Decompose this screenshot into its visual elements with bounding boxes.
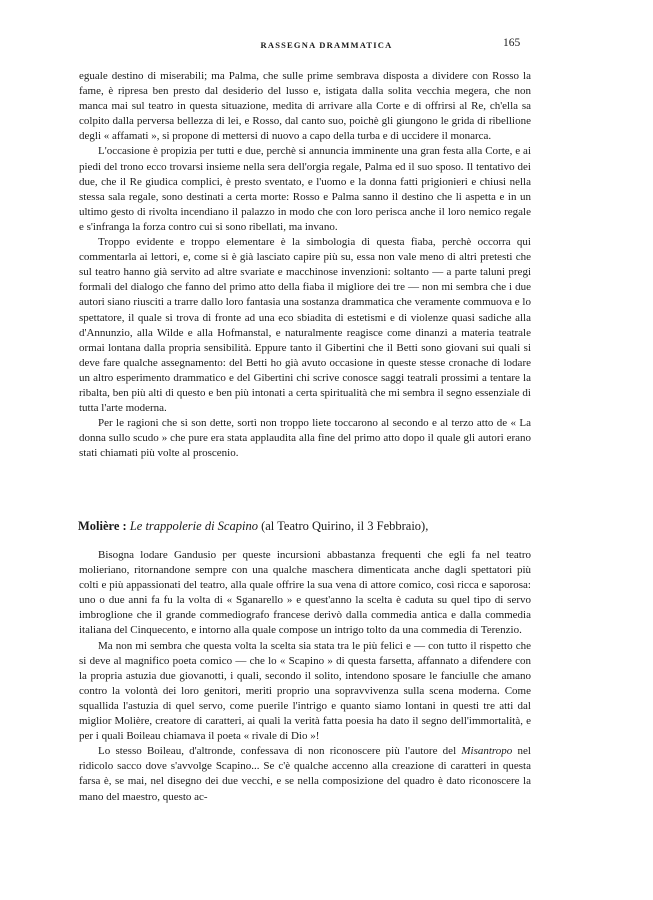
text-run: nel ridicolo sacco dove s'avvolge Scapino... Se c'è qualche accenno alla creazione di caratteri in questa farsa è, se mai, nel disegno dei due vecchi, e se nella composizione del quadro è dato riconoscere la mano del maestro, questo ac- (79, 745, 531, 803)
review-body (79, 548, 531, 805)
paragraph: Bisogna lodare Gandusio per queste incursioni abbastanza frequenti che egli fa nel teatro molieriano, ritornandone sempre con una qualche maschera dimenticata anche dagli spettatori più colti e più appassionati del teatro, alla quale offrire la sua vena di attore comico, così ricca e saporosa: uno o due anni fa fu la volta di « Sganarello » e quest'anno la scelta è caduta su quel tipo di servo imbroglione che il grande commediografo francese derivò dalla commedia antica e dalla commedia italiana del Cinquecento, e intorno alla quale compose un intrigo tolto da una commedia di Terenzio. (79, 549, 531, 637)
paragraph: Per le ragioni che si son dette, sortì non troppo liete toccarono al secondo e al terzo atto de « La donna sullo scudo » che pure era stata applaudita alla fine del primo atto dopo il quale gli autori erano stati chiamati più volte al proscenio. (79, 417, 531, 460)
paragraph: Ma non mi sembra che questa volta la scelta sia stata tra le più felici e — con tutto il rispetto che si deve al magnifico poeta comico — che lo « Scapino » di questa farsetta, affannato a difendere con la propria astuzia due giovanotti, i quali, secondo il solito, intendono sposare le fanciulle che amano contro la volontà dei loro genitori, meriti proprio una sopravvivenza sulla scena moderna. Come squallida l'astuzia di quel servo, come puerile l'intrigo e quanto siamo lontani in questi tre atti dal miglior Molière, creatore di caratteri, ai quali la verità fatta poesia ha dato il segno dell'immortalità, e per i quali Boileau chiamava il poeta « rivale di Dio »! (79, 639, 531, 743)
heading-venue: (al Teatro Quirino, il 3 Febbraio), (261, 519, 429, 533)
running-title: RASSEGNA DRAMMATICA (260, 40, 393, 50)
italic-title: Misantropo (461, 745, 513, 758)
paragraph: Troppo evidente e troppo elementare è la simbologia di questa fiaba, perchè occorra qui commentarla ai lettori, e, come si è già lasciato capire più su, essa non vale meno di altri pretesti che sul teatro hanno già servito ad altre svariate e macchinose invenzioni: soltanto — a parte taluni pregi formali del dialogo che fanno del primo atto della fiaba il migliore dei tre — non mi sembra che i due autori siano riusciti a trarre dallo loro fantasia una sostanza drammatica che veramente commuova e lo spettatore, il quale si trova di fronte ad una eco sbiadita di estetismi e di violenze quasi sadiche alla d'Annunzio, alla Wilde e alla Hofmanstal, e naturalmente reagisce come dinanzi a materia teatrale ormai lontana dalla propria sensibilità. Eppure tanto il Gibertini che il Betti sono giovani sui quali si deve fare qualche assegnamento: del Betti ho già avuto occasione in queste stesse cronache di lodare un altro esperimento drammatico e del Gibertini chi scrive conosce saggi teatrali prossimi a tentare la ribalta, ben più alti di questo e ben più intonati a certa spiritualità che mi sembra il segno essenziale di tutta l'arte moderna. (79, 236, 531, 415)
page-number: 165 (503, 37, 521, 49)
heading-play-title: Le trappolerie di Scapino (129, 519, 258, 533)
text-run: Lo stesso Boileau, d'altronde, confessava di non riconoscere più l'autore del (98, 745, 462, 758)
paragraph: eguale destino di miserabili; ma Palma, che sulle prime sembrava disposta a dividere con Rosso la fame, è ripresa ben presto dal desiderio del lusso e, istigata dalla solita vecchia megera, che non manca mai sul teatro in questa situazione, medita di arrivare alla Corte e di offrirsi al Re, ch'ella sa colpito dalla perversa bellezza di lei, e Rosso, dal canto suo, poichè gli giungono le grida di ribellione degli « affamati », si propone di mettersi di nuovo a capo della turba e di uccidere il monarca. (79, 70, 531, 143)
heading-author: Molière : (78, 519, 127, 533)
paragraph: L'occasione è propizia per tutti e due, perchè si annuncia imminente una gran festa alla Corte, e ai piedi del trono ecco trovarsi insieme nella sera dell'orgia regale, Palma ed il suo sposo. Il tentativo dei due, che il Re giudica complici, è presto sventato, e l'uomo e la donna fatti prigionieri e chiusi nella stessa sala regale, sono destinati a certa morte: Rosso e Palma sanno il destino che li aspetta e in un ultimo gesto di rivolta incendiano il palazzo in modo che con loro perisca anche il loro nemico regale e s'infranga la forza contro cui si sono ribellati, ma invano. (79, 145, 531, 233)
paragraph-last (79, 744, 531, 804)
review-heading (78, 519, 538, 534)
review-body-continued (79, 69, 531, 461)
